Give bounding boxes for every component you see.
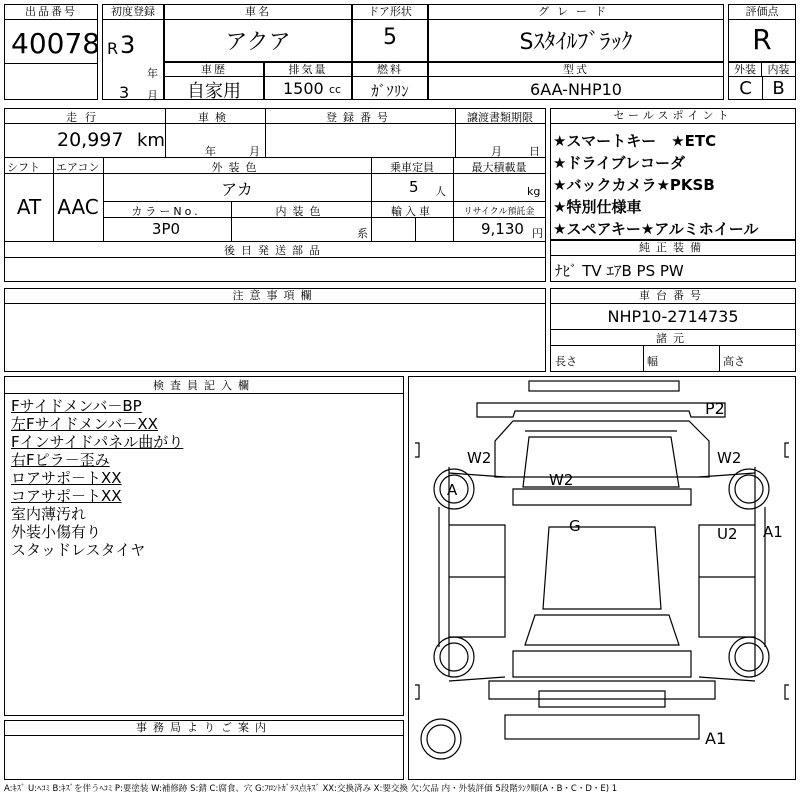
first-reg-label: 初度登録 — [103, 5, 163, 20]
ac-label: エアコン — [56, 161, 100, 174]
chassis-number: NHP10-2714735 — [607, 307, 739, 326]
mark-w2-roof: W2 — [549, 471, 574, 489]
transfer-month-unit: 月 — [491, 145, 502, 158]
year: 3 — [120, 31, 136, 59]
caution-label: 注意事項欄 — [5, 289, 545, 304]
month: 3 — [119, 83, 130, 102]
int-grade: B — [772, 78, 785, 99]
int-color-unit: 系 — [357, 227, 368, 240]
inspector-label: 検査員記入欄 — [5, 377, 403, 394]
mileage-label: 走行 — [66, 111, 104, 124]
legend: A:ｷｽﾞ U:ﾍｺﾐ B:ｷｽﾞを伴うﾍｺﾐ P:要塗装 W:補修跡 S:錆 C:腐食、穴 G:ﾌﾛﾝﾄｶﾞﾗｽ点ｷｽﾞ XX:交換済み X:要交換 欠:欠品 内・外装評価 5段階ﾗﾝｸ順(A・B・C・D・E) 1 — [4, 784, 618, 794]
car-name-label: 車名 — [165, 5, 351, 20]
insp-month-unit: 月 — [249, 145, 260, 158]
ext-label: 外装 — [729, 63, 762, 77]
chassis-box — [550, 288, 796, 372]
specs-box — [4, 108, 546, 282]
sales-point-2: ★ドライブレコーダ — [553, 154, 685, 172]
office-box — [4, 720, 404, 780]
doors-box — [352, 4, 428, 62]
later-parts-label: 後日発送部品 — [224, 244, 326, 257]
int-color-label: 内装色 — [275, 205, 327, 218]
first-reg-box — [102, 4, 164, 100]
disp: 1500 — [283, 79, 324, 98]
import-label: 輸入車 — [391, 205, 433, 218]
ext-color-label: 外装色 — [211, 161, 263, 174]
dims-label: 諸元 — [656, 332, 690, 345]
car-name-box — [164, 4, 352, 62]
sales-points-label: セールスポイント — [551, 109, 795, 124]
insp-year-unit: 年 — [205, 145, 216, 158]
sales-point-3: ★バックカメラ★PKSB — [553, 176, 715, 194]
mark-w2-right: W2 — [717, 449, 742, 467]
ext-color: アカ — [221, 180, 253, 199]
disp-unit: cc — [329, 83, 342, 96]
history-box — [164, 62, 264, 100]
fuel-label: 燃料 — [353, 63, 427, 77]
inspector-note-6: コアサポ－トXX — [11, 487, 122, 505]
color-no: 3P0 — [151, 220, 181, 238]
damage-diagram-box — [408, 376, 796, 780]
inspector-note-2: 左Fサイドメンバ－XX — [11, 415, 158, 433]
grade-label: グレード — [429, 5, 723, 20]
mileage-unit: km — [137, 130, 165, 151]
equipment-box — [550, 240, 796, 282]
sales-point-5: ★スペアキー★アルミホイール — [553, 220, 759, 238]
ext-int-box — [728, 62, 796, 100]
lot-number: 40078 — [11, 27, 101, 60]
inspector-note-3: Fインサイドパネル曲がり — [11, 433, 184, 451]
mileage: 20,997 — [57, 129, 124, 151]
inspection-label: 車検 — [198, 111, 232, 124]
history-label: 車歴 — [165, 63, 263, 77]
max-load-unit: kg — [527, 185, 541, 198]
ext-grade: C — [739, 78, 752, 99]
int-label: 内装 — [762, 63, 795, 77]
lot-box — [4, 4, 101, 100]
transfer-label: 譲渡書類期限 — [467, 111, 533, 124]
mark-a-wheel: A — [447, 481, 458, 499]
equipment-label: 純正装備 — [551, 241, 795, 256]
score: R — [752, 23, 772, 56]
chassis-label: 車台番号 — [551, 289, 795, 304]
score-box — [728, 4, 796, 62]
shift: AT — [16, 195, 42, 219]
inspector-note-9: スタッドレスタイヤ — [11, 541, 146, 559]
inspector-note-4: 右Fピラ－歪み — [11, 451, 110, 469]
transfer-day-unit: 日 — [529, 145, 540, 158]
year-unit: 年 — [147, 67, 158, 80]
model-box — [428, 62, 724, 100]
history: 自家用 — [187, 81, 241, 102]
fuel-box — [352, 62, 428, 100]
doors: 5 — [383, 25, 397, 50]
dim-length: 長さ — [555, 355, 577, 368]
mark-u2: U2 — [717, 525, 738, 543]
month-unit: 月 — [147, 89, 158, 102]
recycle-unit: 円 — [532, 227, 543, 240]
equipment-value: ﾅﾋﾞ TV ｴｱB PS PW — [555, 262, 684, 280]
recycle-label: リサイクル預託金 — [463, 207, 535, 217]
car-diagram — [409, 377, 795, 779]
recycle: 9,130 — [481, 220, 524, 238]
score-label: 評価点 — [729, 5, 795, 20]
sales-point-4: ★特別仕様車 — [553, 198, 642, 216]
inspector-note-8: 外装小傷有り — [11, 523, 102, 541]
era: R — [107, 39, 119, 58]
shift-label: シフト — [7, 161, 40, 174]
dim-height: 高さ — [723, 355, 745, 368]
grade: Sｽﾀｲﾙﾌﾞﾗｯｸ — [519, 30, 633, 55]
mark-a1-bottom: A1 — [705, 729, 727, 748]
sales-points-box — [550, 108, 796, 240]
dim-width: 幅 — [647, 355, 658, 368]
capacity-label: 乗車定員 — [390, 161, 434, 174]
inspector-note-5: ロアサポ－トXX — [11, 469, 122, 487]
max-load-label: 最大積載量 — [471, 161, 527, 174]
ac: AAC — [57, 195, 99, 219]
grade-box — [428, 4, 724, 62]
caution-box — [4, 288, 546, 372]
capacity: 5 — [409, 178, 419, 196]
mark-a1-side: A1 — [763, 523, 783, 541]
fuel: ｶﾞｿﾘﾝ — [371, 82, 409, 100]
inspector-note-1: Fサイドメンバ－BP — [11, 397, 142, 415]
lot-label: 出品番号 — [5, 5, 97, 20]
mark-g: G — [569, 517, 581, 535]
model: 6AA-NHP10 — [530, 80, 622, 99]
disp-box — [264, 62, 352, 100]
mark-w2-left: W2 — [467, 449, 492, 467]
mark-p2: P2 — [705, 399, 725, 418]
sales-point-1: ★スマートキー ★ETC — [553, 132, 717, 150]
reg-no-label: 登録番号 — [326, 111, 394, 124]
disp-label: 排気量 — [265, 63, 351, 77]
color-no-label: カラーNo. — [131, 205, 201, 218]
office-label: 事務局よりご案内 — [5, 721, 403, 736]
car-name: アクア — [225, 30, 291, 55]
model-label: 型式 — [429, 63, 723, 77]
door-label: ドア形状 — [353, 5, 427, 20]
inspector-box — [4, 376, 404, 716]
inspector-note-7: 室内薄汚れ — [11, 505, 87, 523]
capacity-unit: 人 — [435, 185, 446, 198]
